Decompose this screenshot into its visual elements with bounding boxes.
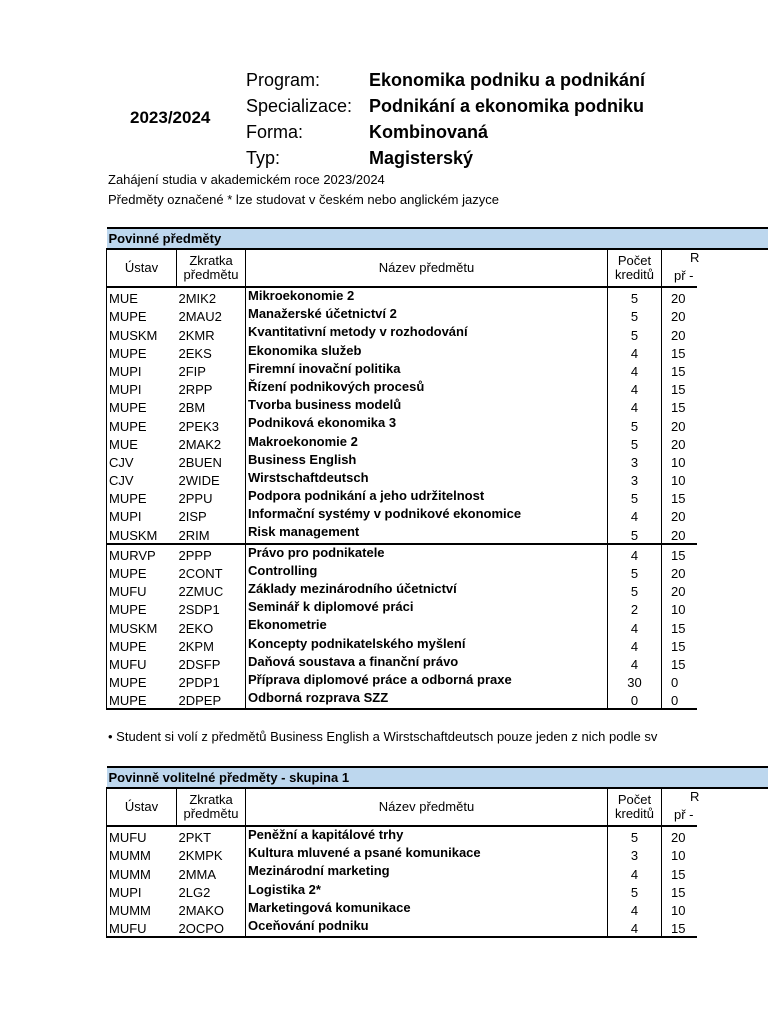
hours-cell: 20 — [662, 563, 768, 581]
credits-cell: 4 — [608, 379, 662, 397]
table-row — [107, 488, 768, 506]
credits-cell: 4 — [608, 506, 662, 524]
course-name-cell: Manažerské účetnictví 2 — [246, 306, 608, 324]
hours-cell: 0 — [662, 672, 768, 690]
course-name-cell: Risk management — [246, 524, 608, 543]
credits-cell: 5 — [608, 524, 662, 543]
table-row — [107, 324, 768, 342]
hours-cell: 10 — [662, 900, 768, 918]
column-header-row — [107, 249, 768, 287]
hours-cell: 15 — [662, 379, 768, 397]
credits-cell: 5 — [608, 488, 662, 506]
institute-cell: MUFU — [107, 654, 177, 672]
table-row — [107, 690, 768, 709]
table-row — [107, 506, 768, 524]
hours-cell: 15 — [662, 361, 768, 379]
institute-cell: MUFU — [107, 918, 177, 937]
credits-cell: 5 — [608, 563, 662, 581]
table-row — [107, 379, 768, 397]
type-label: Typ: — [246, 148, 281, 168]
course-code-cell: 2KPM — [178, 638, 214, 654]
course-code-cell: 2OCPO — [177, 918, 246, 937]
institute-cell: MUPI — [107, 361, 177, 379]
table-row — [107, 672, 768, 690]
institute-cell: MUMM — [107, 863, 177, 881]
elective-courses-body — [107, 826, 768, 937]
course-code-cell: 2FIP — [178, 363, 206, 379]
institute-cell: MUPI — [107, 506, 177, 524]
column-header-row — [107, 788, 768, 826]
institute-cell: MUPE — [107, 599, 177, 617]
course-name-cell: Řízení podnikových procesů — [246, 379, 608, 397]
type-value: Magisterský — [369, 148, 474, 168]
course-code-cell: 2PDP1 — [178, 675, 220, 691]
credits-cell: 5 — [608, 434, 662, 452]
credits-cell: 4 — [608, 900, 662, 918]
course-name-cell: Koncepty podnikatelského myšlení — [246, 636, 608, 654]
mandatory-courses-body — [107, 287, 768, 709]
program-value: Ekonomika podniku a podnikání — [369, 70, 646, 90]
table-row — [107, 563, 768, 581]
hours-cell: 20 — [662, 324, 768, 342]
col-name: Název předmětu — [246, 249, 608, 287]
course-name-cell: Základy mezinárodního účetnictví — [246, 581, 608, 599]
course-name-cell: Kultura mluvené a psané komunikace — [246, 845, 608, 863]
course-code-cell: 2DSFP — [178, 656, 221, 672]
course-name-cell: Oceňování podniku — [246, 918, 608, 937]
course-name-cell: Podpora podnikání a jeho udržitelnost — [246, 488, 608, 506]
table-row — [107, 434, 768, 452]
course-name-cell: Podniková ekonomika 3 — [246, 415, 608, 433]
credits-cell: 0 — [608, 690, 662, 709]
table-row — [107, 415, 768, 433]
course-name-cell: Právo pro podnikatele — [246, 544, 608, 563]
hours-cell: 15 — [662, 488, 768, 506]
course-name-cell: Mezinárodní marketing — [246, 863, 608, 881]
hours-cell: 20 — [662, 287, 768, 306]
credits-cell: 4 — [608, 863, 662, 881]
course-name-cell: Odborná rozprava SZZ — [246, 690, 608, 709]
table-row — [107, 544, 768, 563]
table-row — [107, 452, 768, 470]
mandatory-courses-table — [106, 227, 768, 710]
course-code-cell: 2LG2 — [178, 884, 211, 900]
institute-cell: MUSKM — [107, 324, 177, 342]
institute-cell: MUE — [107, 434, 177, 452]
institute-cell: MUPE — [107, 306, 177, 324]
hours-cell: 15 — [662, 654, 768, 672]
course-code-cell: 2MAKO — [178, 902, 225, 918]
table-row — [107, 900, 768, 918]
hours-cell: 15 — [662, 882, 768, 900]
course-code-cell: 2MAU2 — [178, 309, 222, 325]
hours-cell: 15 — [662, 636, 768, 654]
col-name: Název předmětu — [246, 788, 608, 826]
institute-cell: CJV — [107, 470, 177, 488]
credits-cell: 4 — [608, 617, 662, 635]
specialization-label: Specializace: — [246, 96, 353, 116]
institute-cell: MUE — [107, 287, 177, 306]
col-code-line1: Zkratka — [189, 792, 233, 807]
course-code-cell: 2WIDE — [178, 473, 220, 489]
hours-cell: 10 — [662, 599, 768, 617]
course-name-cell: Wirstschaftdeutsch — [246, 470, 608, 488]
table-row — [107, 636, 768, 654]
table-row — [107, 845, 768, 863]
institute-cell: MUPE — [107, 415, 177, 433]
course-name-cell: Logistika 2* — [246, 882, 608, 900]
table-row — [107, 599, 768, 617]
course-code-cell: 2EKO — [178, 620, 214, 636]
col-credits — [608, 249, 662, 287]
extra-header-r: R — [690, 250, 700, 265]
institute-cell: MUPE — [107, 636, 177, 654]
col-code-line1: Zkratka — [189, 253, 233, 268]
credits-cell: 30 — [608, 672, 662, 690]
table-row — [107, 918, 768, 937]
course-name-cell: Kvantitativní metody v rozhodování — [246, 324, 608, 342]
study-start-note: Zahájení studia v akademickém roce 2023/2024 — [108, 172, 385, 187]
col-credits-line2: kreditů — [614, 806, 655, 821]
credits-cell: 5 — [608, 306, 662, 324]
course-code-cell: 2PEK3 — [178, 418, 219, 434]
table-row — [107, 863, 768, 881]
elective-courses-table — [106, 766, 768, 938]
footnote: • Student si volí z předmětů Business English a Wirstschaftdeutsch pouze jeden z nich podle sv — [108, 729, 658, 744]
course-name-cell: Daňová soustava a finanční právo — [246, 654, 608, 672]
table-row — [107, 654, 768, 672]
form-label: Forma: — [246, 122, 304, 142]
credits-cell: 2 — [608, 599, 662, 617]
institute-cell: MUPE — [107, 672, 177, 690]
course-code-cell: 2BUEN — [178, 454, 222, 470]
institute-cell: MUPI — [107, 379, 177, 397]
course-code-cell: 2PKT — [178, 830, 212, 846]
table-row — [107, 524, 768, 543]
hours-cell: 15 — [662, 617, 768, 635]
col-credits-line1: Počet — [617, 792, 652, 807]
hours-cell: 20 — [662, 506, 768, 524]
course-code-cell: 2RIM — [178, 527, 210, 543]
institute-cell: MUFU — [107, 581, 177, 599]
credits-cell: 5 — [608, 324, 662, 342]
course-code-cell: 2KMR — [178, 327, 215, 343]
credits-cell: 3 — [608, 452, 662, 470]
hours-cell: 10 — [662, 452, 768, 470]
credits-cell: 5 — [608, 415, 662, 433]
language-note: Předměty označené * lze studovat v českém nebo anglickém jazyce — [108, 192, 499, 207]
hours-cell: 20 — [662, 415, 768, 433]
institute-cell: MUPE — [107, 690, 177, 709]
institute-cell: MUSKM — [107, 524, 177, 543]
credits-cell: 4 — [608, 343, 662, 361]
credits-cell: 5 — [608, 287, 662, 306]
course-name-cell: Tvorba business modelů — [246, 397, 608, 415]
credits-cell: 4 — [608, 636, 662, 654]
course-name-cell: Peněžní a kapitálové trhy — [246, 826, 608, 845]
credits-cell: 4 — [608, 361, 662, 379]
course-name-cell: Seminář k diplomové práci — [246, 599, 608, 617]
course-code-cell: 2DPEP — [177, 690, 246, 709]
hours-cell: 10 — [662, 845, 768, 863]
course-code-cell: 2MMA — [178, 866, 217, 882]
hours-cell: 15 — [662, 397, 768, 415]
table-row — [107, 343, 768, 361]
form-value: Kombinovaná — [369, 122, 489, 142]
credits-cell: 3 — [608, 845, 662, 863]
credits-cell: 4 — [608, 544, 662, 563]
institute-cell: MUSKM — [107, 617, 177, 635]
institute-cell: MUPE — [107, 563, 177, 581]
table-row — [107, 397, 768, 415]
hours-cell: 10 — [662, 470, 768, 488]
credits-cell: 5 — [608, 826, 662, 845]
table-row — [107, 361, 768, 379]
extra-header-r-2: R — [690, 789, 700, 804]
col-code — [177, 249, 246, 287]
table-row — [107, 617, 768, 635]
course-code-cell: 2MAK2 — [178, 436, 222, 452]
col-credits-line2: kreditů — [614, 267, 655, 282]
hours-cell: 15 — [662, 863, 768, 881]
hours-cell: 15 — [662, 343, 768, 361]
col-credits-line1: Počet — [617, 253, 652, 268]
institute-cell: MUPE — [107, 397, 177, 415]
credits-cell: 4 — [608, 397, 662, 415]
credits-cell: 5 — [608, 882, 662, 900]
table-row — [107, 882, 768, 900]
course-name-cell: Marketingová komunikace — [246, 900, 608, 918]
table-row — [107, 470, 768, 488]
institute-cell: MUPE — [107, 488, 177, 506]
credits-cell: 5 — [608, 581, 662, 599]
col-code-line2: předmětu — [183, 267, 239, 282]
program-label: Program: — [246, 70, 321, 90]
page-crop-mask-2 — [697, 824, 768, 944]
course-code-cell: 2EKS — [178, 345, 212, 361]
table-row — [107, 287, 768, 306]
course-code-cell: 2CONT — [178, 566, 223, 581]
course-name-cell: Business English — [246, 452, 608, 470]
table-row — [107, 581, 768, 599]
course-code-cell: 2SDP1 — [178, 602, 220, 618]
course-name-cell: Ekonomika služeb — [246, 343, 608, 361]
course-code-cell: 2MIK2 — [178, 291, 217, 307]
section-title: Povinné předměty — [107, 228, 768, 249]
course-name-cell: Příprava diplomové práce a odborná praxe — [246, 672, 608, 690]
hours-cell: 20 — [662, 524, 768, 543]
specialization-value: Podnikání a ekonomika podniku — [369, 96, 645, 116]
institute-cell: MUMM — [107, 845, 177, 863]
course-name-cell: Ekonometrie — [246, 617, 608, 635]
section-title: Povinně volitelné předměty - skupina 1 — [107, 767, 768, 788]
col-ustav: Ústav — [107, 788, 177, 826]
col-credits — [608, 788, 662, 826]
course-code-cell: 2KMPK — [178, 848, 223, 864]
course-code-cell: 2PPU — [178, 491, 213, 507]
course-code-cell: 2ISP — [178, 509, 207, 525]
course-name-cell: Controlling — [246, 563, 608, 581]
course-name-cell: Mikroekonomie 2 — [246, 287, 608, 306]
credits-cell: 4 — [608, 654, 662, 672]
institute-cell: MURVP — [107, 544, 177, 563]
table-row — [107, 306, 768, 324]
course-code-cell: 2RPP — [178, 382, 213, 398]
extra-header-pr-2: př - — [674, 807, 694, 822]
hours-cell: 20 — [662, 306, 768, 324]
course-name-cell: Makroekonomie 2 — [246, 434, 608, 452]
institute-cell: MUFU — [107, 826, 177, 845]
institute-cell: CJV — [107, 452, 177, 470]
col-code — [177, 788, 246, 826]
course-code-cell: 2PPP — [177, 544, 246, 563]
course-code-cell: 2BM — [178, 400, 206, 416]
credits-cell: 3 — [608, 470, 662, 488]
course-code-cell: 2ZMUC — [178, 584, 224, 600]
col-code-line2: předmětu — [183, 806, 239, 821]
hours-cell: 20 — [662, 826, 768, 845]
hours-cell: 15 — [662, 544, 768, 563]
hours-cell: 20 — [662, 581, 768, 599]
course-name-cell: Informační systémy v podnikové ekonomice — [246, 506, 608, 524]
institute-cell: MUPI — [107, 882, 177, 900]
col-ustav: Ústav — [107, 249, 177, 287]
extra-header-pr: př - — [674, 268, 694, 283]
academic-year: 2023/2024 — [130, 108, 211, 127]
hours-cell: 0 — [662, 690, 768, 709]
institute-cell: MUPE — [107, 343, 177, 361]
hours-cell: 20 — [662, 434, 768, 452]
institute-cell: MUMM — [107, 900, 177, 918]
hours-cell: 15 — [662, 918, 768, 937]
credits-cell: 4 — [608, 918, 662, 937]
page-crop-mask — [697, 285, 768, 710]
table-row — [107, 826, 768, 845]
course-name-cell: Firemní inovační politika — [246, 361, 608, 379]
